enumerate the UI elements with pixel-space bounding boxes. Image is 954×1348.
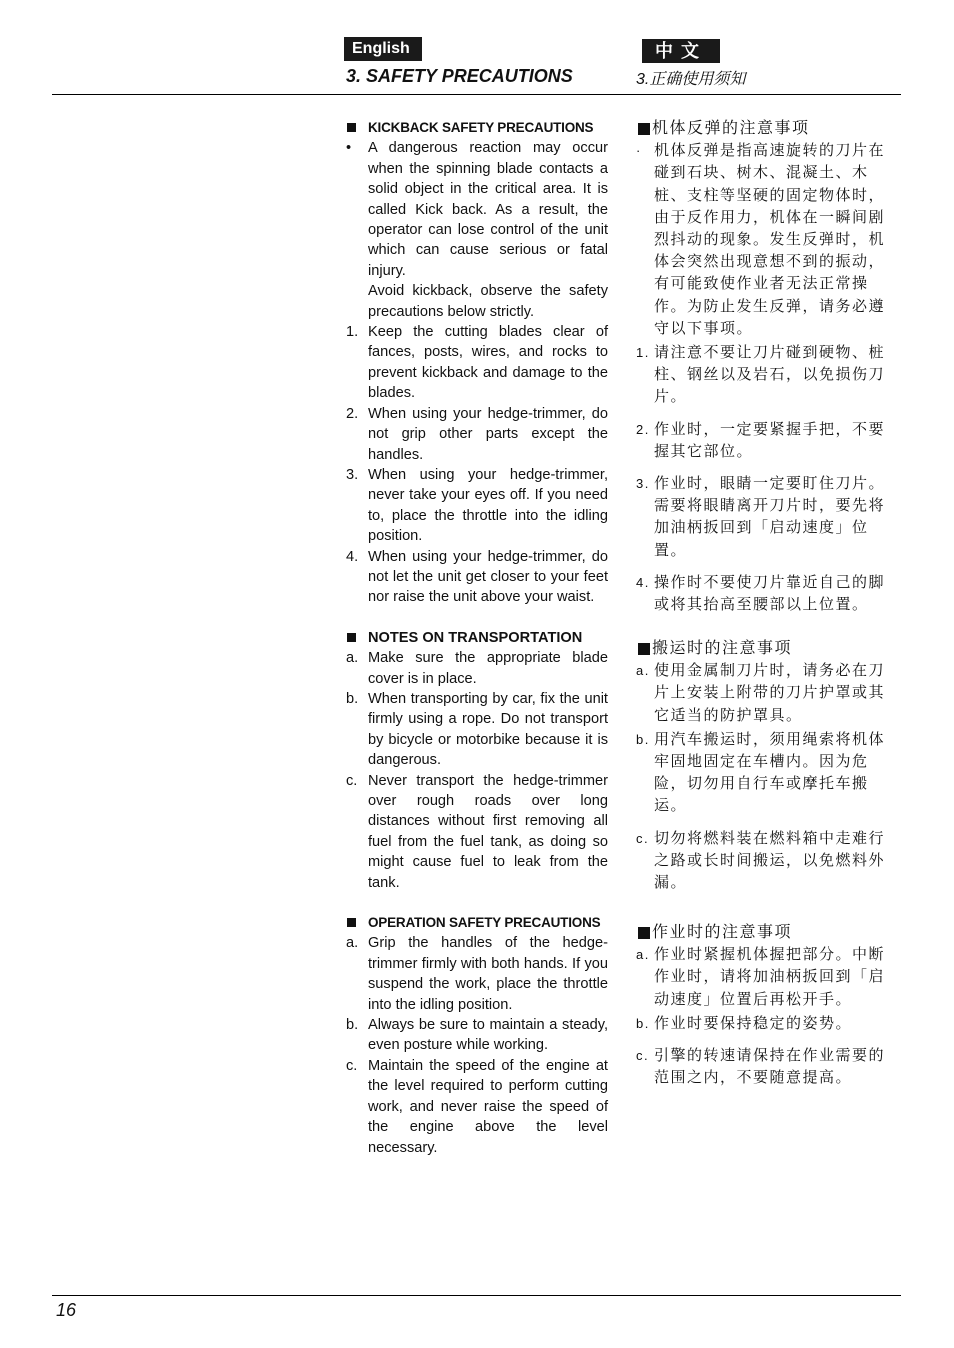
list-marker: b. <box>346 690 359 707</box>
kickback-section-zh <box>636 118 900 638</box>
list-item-text: When using your hedge-trimmer, do not grip other parts except the handles. <box>368 405 608 463</box>
list-item <box>636 419 900 463</box>
list-item-text: Keep the cutting blades clear of fances, posts, wires, and rocks to prevent kickback and damage to the blades. <box>368 324 608 402</box>
page-number: 16 <box>56 1300 77 1320</box>
list-item <box>344 281 608 322</box>
list-item-text: When using your hedge-trimmer, never take your eyes off. If you need to, place the throttle into the idling position. <box>368 466 608 545</box>
transport-section <box>344 628 608 893</box>
square-bullet-icon <box>638 123 650 135</box>
transport-list-zh <box>636 660 900 894</box>
list-item <box>344 771 608 893</box>
operation-heading-zh: 作业时的注意事项 <box>636 922 900 944</box>
list-item <box>344 547 608 608</box>
operation-section-zh <box>636 922 900 1089</box>
list-marker: • <box>346 140 352 157</box>
list-marker: a. <box>346 650 359 667</box>
list-item <box>636 1013 900 1035</box>
transport-heading: NOTES ON TRANSPORTATION <box>344 628 608 648</box>
list-item-text: When transporting by car, fix the unit firmly using a rope. Do not transport by bicycle or motorbike because it is dangerous. <box>368 690 608 769</box>
list-item-text: 操作时不要使刀片靠近自己的脚或将其抬高至腰部以上位置。 <box>654 573 886 614</box>
section-title-chinese: 3.正确使用须知 <box>636 71 746 88</box>
list-item <box>636 140 900 340</box>
list-marker: 4. <box>346 548 359 565</box>
list-item-text: 切勿将燃料装在燃料箱中走难行之路或长时间搬运，以免燃料外漏。 <box>654 829 886 892</box>
list-item <box>636 944 900 1011</box>
list-item <box>636 342 900 409</box>
kickback-section <box>344 118 608 608</box>
kickback-list <box>344 138 608 607</box>
transport-list <box>344 648 608 893</box>
list-item-text: Make sure the appropriate blade cover is in place. <box>368 650 608 687</box>
list-item-text: 引擎的转速请保持在作业需要的范围之内，不要随意提高。 <box>654 1047 886 1087</box>
list-marker: · <box>636 143 642 159</box>
square-bullet-icon <box>638 643 650 655</box>
footer-rule <box>52 1295 901 1296</box>
list-marker: c. <box>636 830 650 846</box>
list-item-text: 作业时要保持稳定的姿势。 <box>654 1014 853 1032</box>
list-marker: 1. <box>346 324 359 341</box>
list-item-text: When using your hedge-trimmer, do not let the unit get closer to your feet nor raise the unit above your waist. <box>368 548 608 606</box>
list-item-text: 机体反弹是指高速旋转的刀片在碰到石块、树木、混凝土、木桩、支柱等坚硬的固定物体时，由于反作用力，机体在一瞬间剧烈抖动的现象。发生反弹时，机体会突然出现意想不到的振动，有可能致使作业者无法正常操作。为防止发生反弹，请务必遵守以下事项。 <box>654 142 886 337</box>
square-bullet-icon <box>347 633 356 642</box>
english-column <box>344 118 608 1158</box>
language-tag-chinese: 中文 <box>642 39 720 63</box>
list-marker: 3. <box>636 476 650 492</box>
kickback-list-zh <box>636 140 900 616</box>
list-item <box>344 1056 608 1158</box>
list-marker: 2. <box>636 421 650 437</box>
list-item <box>636 729 900 818</box>
list-item <box>636 1045 900 1089</box>
operation-heading: OPERATION SAFETY PRECAUTIONS <box>344 913 608 933</box>
list-item <box>636 572 900 616</box>
list-marker: b. <box>636 1015 650 1031</box>
list-marker: a. <box>636 947 650 963</box>
language-tag-english: English <box>344 37 422 61</box>
list-marker: a. <box>636 663 650 679</box>
list-item-text: Always be sure to maintain a steady, even posture while working. <box>368 1017 608 1054</box>
section-title-english: 3. SAFETY PRECAUTIONS <box>346 66 573 86</box>
list-item-text: Maintain the speed of the engine at the level required to perform cutting work, and never raise the speed of the engine above the level necessary. <box>368 1057 608 1156</box>
list-marker: c. <box>346 1057 358 1074</box>
list-item-text: Avoid kickback, observe the safety precautions below strictly. <box>368 283 608 320</box>
list-item-text: A dangerous reaction may occur when the spinning blade contacts a solid object in the critical area. It is called Kick back. As a result, the operator can lose control of the unit which can cause serious or fatal injury. <box>368 140 608 279</box>
list-item <box>344 138 608 281</box>
list-item-text: 作业时，眼睛一定要盯住刀片。需要将眼睛离开刀片时，要先将加油柄扳回到「启动速度」位置。 <box>654 475 886 559</box>
list-item-text: 作业时，一定要紧握手把，不要握其它部位。 <box>654 420 886 460</box>
list-marker: 1. <box>636 345 650 361</box>
list-item <box>636 828 900 895</box>
list-marker: 4. <box>636 574 650 590</box>
list-marker: a. <box>346 935 359 952</box>
list-item <box>344 648 608 689</box>
square-bullet-icon <box>347 123 356 132</box>
chinese-column <box>636 118 900 1099</box>
list-marker: b. <box>636 731 650 747</box>
header-rule <box>52 94 901 95</box>
kickback-heading-zh: 机体反弹的注意事项 <box>636 118 900 140</box>
list-item-text: 用汽车搬运时，须用绳索将机体牢固地固定在车槽内。因为危险，切勿用自行车或摩托车搬运。 <box>654 730 886 815</box>
list-item-text: Never transport the hedge-trimmer over rough roads over long distances without first removing all fuel from the fuel tank, as doing so might cause fuel to leak from the tank. <box>368 772 608 891</box>
list-item <box>344 1015 608 1056</box>
list-item <box>344 689 608 771</box>
kickback-heading: KICKBACK SAFETY PRECAUTIONS <box>344 118 608 138</box>
list-marker: c. <box>636 1048 650 1064</box>
list-item <box>636 473 900 562</box>
list-item-text: 使用金属制刀片时，请务必在刀片上安装上附带的刀片护罩或其它适当的防护罩具。 <box>654 662 886 724</box>
list-marker: b. <box>346 1017 359 1034</box>
list-item <box>344 933 608 1015</box>
operation-list <box>344 933 608 1157</box>
list-marker: 3. <box>346 466 359 483</box>
operation-section <box>344 913 608 1158</box>
list-item-text: 作业时紧握机体握把部分。中断作业时，请将加油柄扳回到「启动速度」位置后再松开手。 <box>654 946 886 1008</box>
square-bullet-icon <box>347 918 356 927</box>
square-bullet-icon <box>638 927 650 939</box>
operation-list-zh <box>636 944 900 1089</box>
list-item <box>344 404 608 465</box>
list-item <box>344 322 608 404</box>
list-item-text: Grip the handles of the hedge-trimmer firmly with both hands. If you suspend the work, place the throttle into the idling position. <box>368 935 608 1013</box>
list-marker: c. <box>346 772 358 789</box>
list-item <box>344 465 608 547</box>
transport-section-zh <box>636 638 900 922</box>
transport-heading-zh: 搬运时的注意事项 <box>636 638 900 660</box>
list-item <box>636 660 900 727</box>
list-marker: 2. <box>346 405 359 422</box>
list-item-text: 请注意不要让刀片碰到硬物、桩柱、钢丝以及岩石，以免损伤刀片。 <box>654 344 886 406</box>
